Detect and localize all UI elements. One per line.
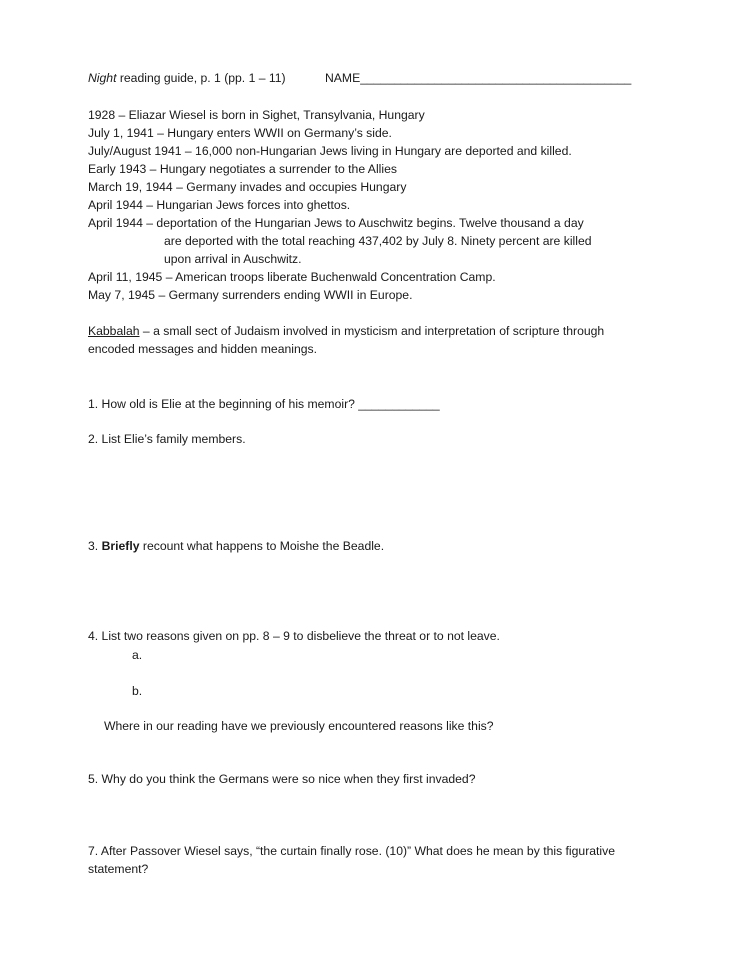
title-rest: reading guide, p. 1 (pp. 1 – 11) <box>116 71 286 85</box>
question-7-continued: statement? <box>88 862 149 876</box>
timeline-item: 1928 – Eliazar Wiesel is born in Sighet, Transylvania, Hungary <box>88 108 425 122</box>
timeline-item-continued: upon arrival in Auschwitz. <box>164 252 302 266</box>
timeline-item: March 19, 1944 – Germany invades and occupies Hungary <box>88 180 407 194</box>
timeline-item: April 11, 1945 – American troops liberate Buchenwald Concentration Camp. <box>88 270 496 284</box>
question-7: 7. After Passover Wiesel says, “the curtain finally rose. (10)” What does he mean by this figurative <box>88 844 615 858</box>
timeline-item: July 1, 1941 – Hungary enters WWII on Germany’s side. <box>88 126 392 140</box>
timeline-item: Early 1943 – Hungary negotiates a surrender to the Allies <box>88 162 397 176</box>
question-4-answer-b: b. <box>132 684 143 698</box>
kabbalah-definition-continued: encoded messages and hidden meanings. <box>88 342 318 356</box>
question-2: 2. List Elie’s family members. <box>88 432 246 446</box>
timeline-item-continued: are deported with the total reaching 437,402 by July 8. Ninety percent are killed <box>164 234 592 248</box>
question-4-followup: Where in our reading have we previously encountered reasons like this? <box>104 719 494 733</box>
timeline-item: May 7, 1945 – Germany surrenders ending WWII in Europe. <box>88 288 413 302</box>
question-3 <box>88 538 384 555</box>
question-3-number: 3. <box>88 539 102 553</box>
kabbalah-definition-text: – a small sect of Judaism involved in mysticism and interpretation of scripture through <box>139 324 605 338</box>
question-4: 4. List two reasons given on pp. 8 – 9 to disbelieve the threat or to not leave. <box>88 629 500 643</box>
timeline-item: April 1944 – deportation of the Hungarian Jews to Auschwitz begins. Twelve thousand a day <box>88 216 584 230</box>
kabbalah-definition <box>88 323 604 340</box>
kabbalah-term: Kabbalah <box>88 324 140 338</box>
question-5: 5. Why do you think the Germans were so nice when they first invaded? <box>88 772 476 786</box>
timeline-item: July/August 1941 – 16,000 non-Hungarian Jews living in Hungary are deported and killed. <box>88 144 572 158</box>
timeline-item: April 1944 – Hungarian Jews forces into ghettos. <box>88 198 351 212</box>
question-1: 1. How old is Elie at the beginning of his memoir? ____________ <box>88 397 440 411</box>
worksheet-title <box>88 70 286 87</box>
question-3-emphasis: Briefly <box>101 539 140 553</box>
question-3-text: recount what happens to Moishe the Beadle. <box>139 539 385 553</box>
question-4-answer-a: a. <box>132 648 143 662</box>
name-field-label: NAME________________________________________ <box>325 71 632 85</box>
title-book-name: Night <box>88 71 117 85</box>
